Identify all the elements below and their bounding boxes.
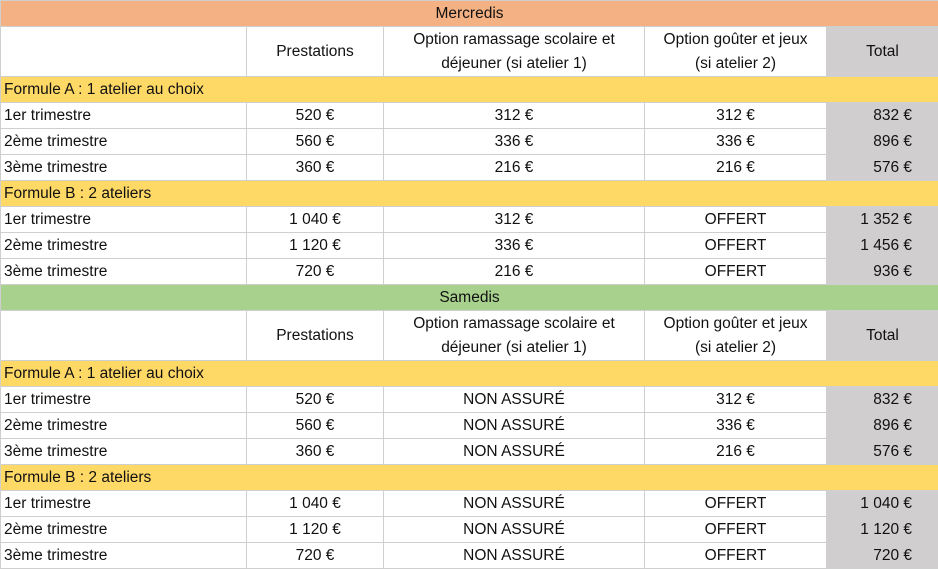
period-cell: 1er trimestre	[1, 387, 247, 413]
section-title: Samedis	[1, 285, 938, 311]
total-cell: 936 €	[827, 259, 938, 285]
period-cell: 3ème trimestre	[1, 155, 247, 181]
formula-label: Formule B : 2 ateliers	[1, 181, 938, 207]
ramassage-cell: NON ASSURÉ	[384, 543, 645, 569]
ramassage-cell: NON ASSURÉ	[384, 491, 645, 517]
period-cell: 2ème trimestre	[1, 413, 247, 439]
ramassage-cell: 336 €	[384, 233, 645, 259]
table-row	[1, 129, 938, 155]
header-total: Total	[827, 311, 938, 361]
ramassage-cell: NON ASSURÉ	[384, 387, 645, 413]
period-cell: 1er trimestre	[1, 207, 247, 233]
section-header-mercredis	[1, 1, 938, 27]
header-prestations: Prestations	[247, 27, 384, 77]
period-cell: 2ème trimestre	[1, 233, 247, 259]
ramassage-cell: NON ASSURÉ	[384, 413, 645, 439]
period-cell: 2ème trimestre	[1, 129, 247, 155]
prestations-cell: 360 €	[247, 439, 384, 465]
prestations-cell: 720 €	[247, 543, 384, 569]
table-row	[1, 103, 938, 129]
gouter-cell: 312 €	[645, 103, 827, 129]
header-empty-cell	[1, 311, 247, 361]
formula-row	[1, 77, 938, 103]
gouter-cell: OFFERT	[645, 233, 827, 259]
header-ramassage-line2: déjeuner (si atelier 1)	[441, 55, 587, 72]
gouter-cell: OFFERT	[645, 207, 827, 233]
header-gouter-line1: Option goûter et jeux	[664, 315, 808, 332]
gouter-cell: OFFERT	[645, 491, 827, 517]
ramassage-cell: 216 €	[384, 155, 645, 181]
formula-row	[1, 361, 938, 387]
prestations-cell: 520 €	[247, 387, 384, 413]
table-row	[1, 155, 938, 181]
gouter-cell: 216 €	[645, 439, 827, 465]
table-row	[1, 207, 938, 233]
table-row	[1, 259, 938, 285]
total-cell: 1 456 €	[827, 233, 938, 259]
header-empty-cell	[1, 27, 247, 77]
table-row	[1, 517, 938, 543]
table-row	[1, 543, 938, 569]
header-ramassage-line2: déjeuner (si atelier 1)	[441, 339, 587, 356]
prestations-cell: 1 120 €	[247, 517, 384, 543]
gouter-cell: OFFERT	[645, 259, 827, 285]
total-cell: 896 €	[827, 413, 938, 439]
section-title: Mercredis	[1, 1, 938, 27]
total-cell: 832 €	[827, 103, 938, 129]
prestations-cell: 520 €	[247, 103, 384, 129]
ramassage-cell: NON ASSURÉ	[384, 517, 645, 543]
ramassage-cell: 312 €	[384, 103, 645, 129]
total-cell: 1 352 €	[827, 207, 938, 233]
table-row	[1, 491, 938, 517]
formula-row	[1, 181, 938, 207]
total-cell: 896 €	[827, 129, 938, 155]
formula-row	[1, 465, 938, 491]
header-total: Total	[827, 27, 938, 77]
header-ramassage	[384, 27, 645, 77]
header-gouter	[645, 27, 827, 77]
formula-label: Formule B : 2 ateliers	[1, 465, 938, 491]
table-row	[1, 233, 938, 259]
prestations-cell: 720 €	[247, 259, 384, 285]
total-cell: 1 120 €	[827, 517, 938, 543]
total-cell: 832 €	[827, 387, 938, 413]
table-row	[1, 387, 938, 413]
gouter-cell: 312 €	[645, 387, 827, 413]
gouter-cell: 216 €	[645, 155, 827, 181]
ramassage-cell: 312 €	[384, 207, 645, 233]
prestations-cell: 1 120 €	[247, 233, 384, 259]
period-cell: 1er trimestre	[1, 103, 247, 129]
header-ramassage	[384, 311, 645, 361]
gouter-cell: OFFERT	[645, 543, 827, 569]
column-header-row	[1, 311, 938, 361]
gouter-cell: 336 €	[645, 413, 827, 439]
period-cell: 3ème trimestre	[1, 439, 247, 465]
header-gouter-line2: (si atelier 2)	[695, 339, 776, 356]
ramassage-cell: 336 €	[384, 129, 645, 155]
header-ramassage-line1: Option ramassage scolaire et	[413, 31, 615, 48]
total-cell: 576 €	[827, 155, 938, 181]
total-cell: 576 €	[827, 439, 938, 465]
table-row	[1, 439, 938, 465]
prestations-cell: 1 040 €	[247, 207, 384, 233]
total-cell: 720 €	[827, 543, 938, 569]
ramassage-cell: NON ASSURÉ	[384, 439, 645, 465]
header-prestations: Prestations	[247, 311, 384, 361]
header-gouter-line2: (si atelier 2)	[695, 55, 776, 72]
period-cell: 3ème trimestre	[1, 259, 247, 285]
header-gouter	[645, 311, 827, 361]
period-cell: 2ème trimestre	[1, 517, 247, 543]
prestations-cell: 360 €	[247, 155, 384, 181]
gouter-cell: OFFERT	[645, 517, 827, 543]
period-cell: 1er trimestre	[1, 491, 247, 517]
section-header-samedis	[1, 285, 938, 311]
table-row	[1, 413, 938, 439]
prestations-cell: 560 €	[247, 129, 384, 155]
header-gouter-line1: Option goûter et jeux	[664, 31, 808, 48]
total-cell: 1 040 €	[827, 491, 938, 517]
gouter-cell: 336 €	[645, 129, 827, 155]
formula-label: Formule A : 1 atelier au choix	[1, 77, 938, 103]
prestations-cell: 560 €	[247, 413, 384, 439]
header-ramassage-line1: Option ramassage scolaire et	[413, 315, 615, 332]
prestations-cell: 1 040 €	[247, 491, 384, 517]
formula-label: Formule A : 1 atelier au choix	[1, 361, 938, 387]
column-header-row	[1, 27, 938, 77]
ramassage-cell: 216 €	[384, 259, 645, 285]
period-cell: 3ème trimestre	[1, 543, 247, 569]
